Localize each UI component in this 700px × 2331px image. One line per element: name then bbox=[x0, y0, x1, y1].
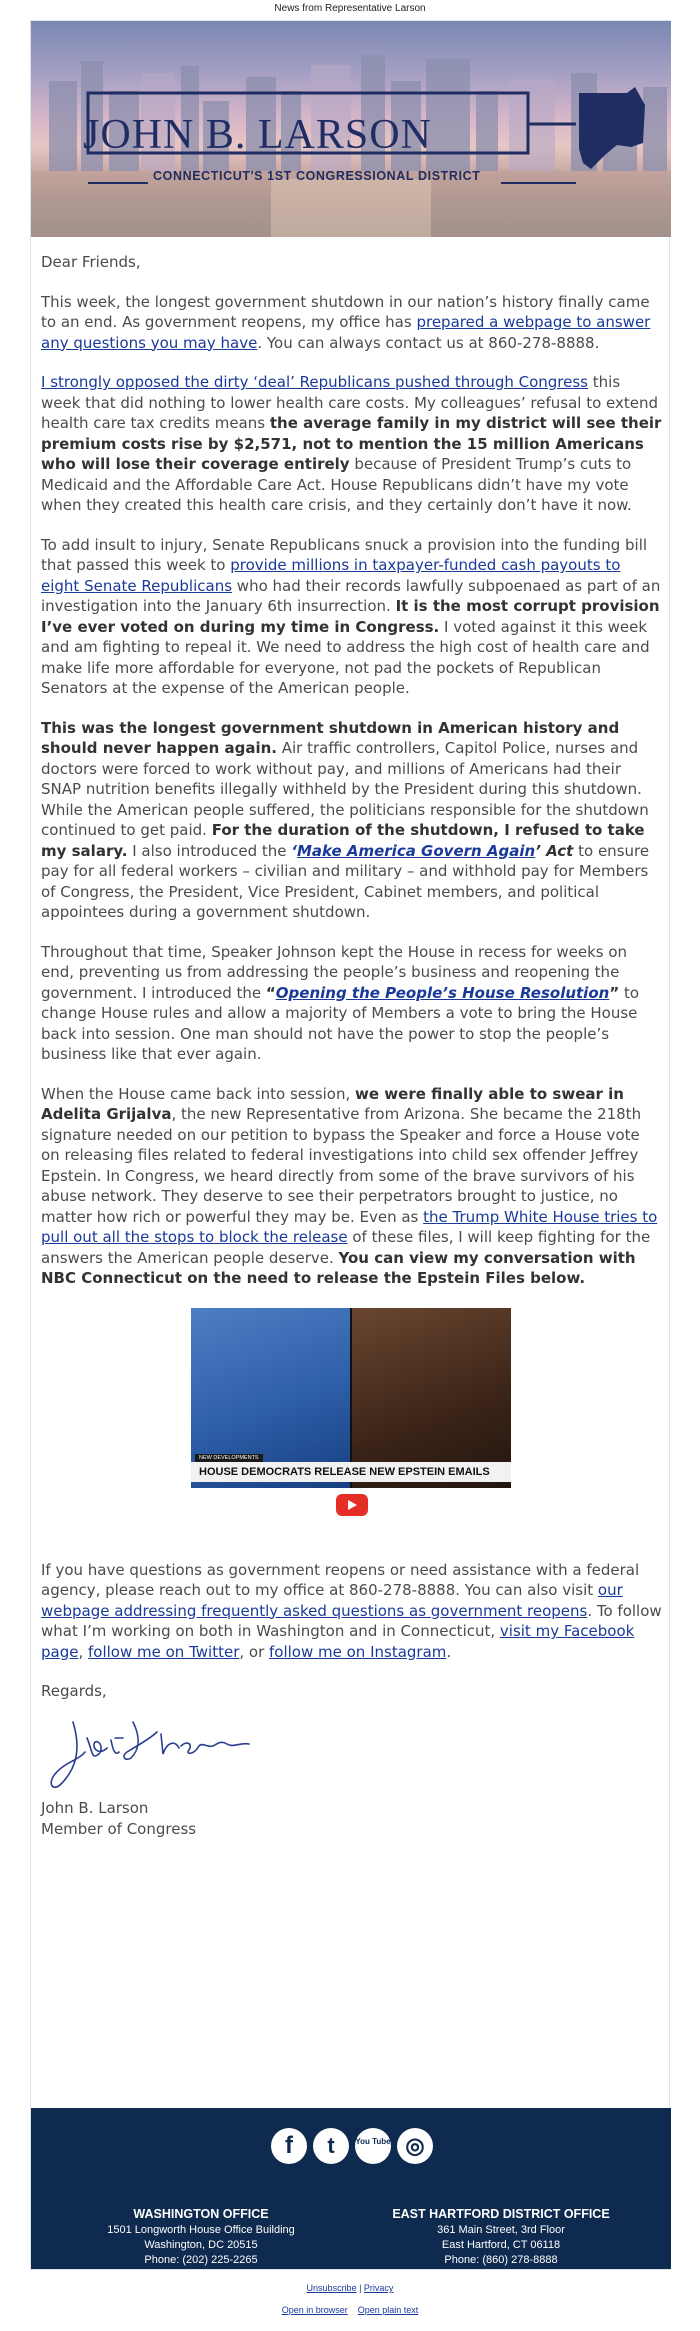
reopening-webpage-link[interactable]: prepared a webpage to answer any questions you may have bbox=[41, 313, 651, 352]
quote-mark: ‘ bbox=[291, 841, 297, 860]
closing-name: John B. Larson bbox=[41, 1798, 149, 1817]
header-banner bbox=[31, 21, 671, 237]
make-america-govern-again-link[interactable]: Make America Govern Again bbox=[296, 841, 536, 860]
paragraph-5 bbox=[41, 942, 663, 1065]
instagram-link[interactable]: follow me on Instagram bbox=[269, 1642, 447, 1661]
text: I also introduced the bbox=[127, 841, 292, 860]
video-thumbnail[interactable] bbox=[191, 1308, 511, 1488]
bold-text: we were finally able to swear in Adelita Grijalva bbox=[41, 1084, 624, 1123]
signature bbox=[41, 1708, 663, 1794]
paragraph-2 bbox=[41, 372, 663, 516]
video-right-frame bbox=[352, 1308, 511, 1488]
letter-body bbox=[41, 252, 663, 1840]
facebook-icon[interactable] bbox=[271, 2128, 307, 2164]
open-in-browser-link[interactable]: Open in browser bbox=[281, 2305, 348, 2315]
banner-subtitle: CONNECTICUT'S 1ST CONGRESSIONAL DISTRICT bbox=[153, 169, 481, 183]
twitter-icon[interactable] bbox=[313, 2128, 349, 2164]
office-heading: WASHINGTON OFFICE bbox=[133, 2207, 269, 2221]
bold-text: It is the most corrupt provision I’ve ever voted on during my time in Congress. bbox=[41, 597, 660, 636]
office-address-line: East Hartford, CT 06118 bbox=[441, 2239, 561, 2251]
bold-text: the average family in my district will see their premium costs rise by $2,571, not to mention the 15 million Americans who will lose their coverage entirely bbox=[41, 414, 662, 473]
text: To add insult to injury, Senate Republicans snuck a provision into the funding bill that passed this week to bbox=[41, 535, 648, 574]
text: Throughout that time, Speaker Johnson kept the House in recess for weeks on end, preventing us from addressing the people’s business and reopening the government. I introduced the bbox=[41, 942, 628, 1002]
quote-mark: “ bbox=[265, 983, 276, 1002]
closing-title: Member of Congress bbox=[41, 1819, 197, 1838]
instagram-glyph: ◎ bbox=[405, 2133, 425, 2158]
text: to ensure pay for all federal workers – civilian and military – and withhold pay for Members of Congress, the President, Vice President, Cabinet members, and political appointees during a government shutdown. bbox=[41, 841, 650, 921]
text: . To follow what I’m working on both in Washington and in Connecticut, bbox=[41, 1601, 662, 1640]
white-house-block-link[interactable]: the Trump White House tries to pull out all the stops to block the release bbox=[41, 1207, 658, 1246]
text: When the House came back into session, bbox=[41, 1084, 356, 1103]
banner-title: JOHN B. LARSON bbox=[83, 112, 432, 158]
privacy-link[interactable]: Privacy bbox=[363, 2283, 394, 2293]
paragraph-1 bbox=[41, 292, 663, 354]
bold-text: You can view my conversation with NBC Connecticut on the need to release the Epstein Files below. bbox=[41, 1248, 636, 1287]
open-links-row bbox=[0, 2305, 700, 2315]
video-tag: NEW DEVELOPMENTS bbox=[195, 1454, 263, 1462]
east-hartford-office bbox=[351, 2206, 651, 2268]
greeting: Dear Friends, bbox=[41, 253, 141, 271]
office-address-line: 1501 Longworth House Office Building bbox=[107, 2224, 295, 2236]
twitter-link[interactable]: follow me on Twitter bbox=[88, 1642, 240, 1661]
twitter-glyph: t bbox=[327, 2133, 335, 2158]
text: . bbox=[446, 1642, 452, 1661]
unsubscribe-privacy-row bbox=[0, 2283, 700, 2293]
office-address-line: Washington, DC 20515 bbox=[144, 2239, 258, 2251]
quote-mark: ’ Act bbox=[535, 841, 574, 860]
unsubscribe-link[interactable]: Unsubscribe bbox=[306, 2283, 357, 2293]
video-caption: HOUSE DEMOCRATS RELEASE NEW EPSTEIN EMAILS bbox=[199, 1465, 490, 1478]
washington-office bbox=[51, 2206, 351, 2268]
preheader: News from Representative Larson bbox=[274, 3, 426, 14]
separator: | bbox=[356, 2283, 364, 2293]
opening-peoples-house-link[interactable]: Opening the People’s House Resolution bbox=[275, 983, 610, 1002]
text: this week that did nothing to lower health care costs. My colleagues’ refusal to extend health care tax credits means bbox=[41, 373, 658, 432]
open-plain-text-link[interactable]: Open plain text bbox=[357, 2305, 419, 2315]
facebook-link[interactable]: visit my Facebook page bbox=[41, 1622, 635, 1661]
text: to change House rules and allow a majority of Members a vote to bring the House back into session. One man should not have the power to stop the people’s business like that ever again. bbox=[41, 983, 639, 1063]
text: of these files, I will keep fighting for the answers the American people deserve. bbox=[41, 1228, 651, 1267]
office-phone: Phone: (202) 225-2265 bbox=[144, 2254, 258, 2266]
text: If you have questions as government reopens or need assistance with a federal agency, please reach out to my office at 860-278-8888. You can also visit bbox=[41, 1560, 640, 1599]
youtube-glyph: You Tube bbox=[355, 2137, 391, 2146]
bold-text: For the duration of the shutdown, I refused to take my salary. bbox=[41, 821, 645, 860]
facebook-glyph: f bbox=[285, 2132, 293, 2159]
youtube-icon[interactable] bbox=[355, 2128, 391, 2164]
faq-webpage-link[interactable]: our webpage addressing frequently asked questions as government reopens bbox=[41, 1581, 623, 1620]
text: who had their records lawfully subpoenaed as part of an investigation into the January 6th insurrection. bbox=[41, 576, 661, 615]
bold-text: This was the longest government shutdown in American history and should never happen again. bbox=[41, 718, 620, 757]
text: because of President Trump’s cuts to Medicaid and the Affordable Care Act. House Republicans didn’t have my vote when they created this health care crisis, and they certainly don’t have it now. bbox=[41, 455, 632, 514]
regards: Regards, bbox=[41, 1682, 107, 1700]
email-card bbox=[30, 20, 670, 2270]
office-address-line: 361 Main Street, 3rd Floor bbox=[437, 2224, 565, 2236]
taxpayer-payouts-link[interactable]: provide millions in taxpayer-funded cash payouts to eight Senate Republicans bbox=[41, 556, 621, 595]
office-heading: EAST HARTFORD DISTRICT OFFICE bbox=[392, 2207, 610, 2221]
paragraph-3 bbox=[41, 535, 663, 699]
paragraph-4 bbox=[41, 718, 663, 923]
footer bbox=[31, 2108, 671, 2269]
text: , bbox=[78, 1642, 89, 1661]
handwritten-signature bbox=[41, 1708, 281, 1794]
text: , or bbox=[239, 1642, 270, 1661]
opposed-deal-link[interactable]: I strongly opposed the dirty ‘deal’ Republicans pushed through Congress bbox=[41, 373, 588, 391]
text: . You can always contact us at 860-278-8888. bbox=[257, 333, 600, 352]
paragraph-6 bbox=[41, 1084, 663, 1289]
paragraph-7 bbox=[41, 1560, 663, 1663]
office-phone: Phone: (860) 278-8888 bbox=[444, 2254, 558, 2266]
text: Air traffic controllers, Capitol Police, nurses and doctors were forced to work without pay, and millions of Americans had their SNAP nutrition benefits illegally withheld by the President during this shutdown. While the American people suffered, the politicians responsible for the shutdown continued to get paid. bbox=[41, 739, 649, 839]
text: , the new Representative from Arizona. She became the 218th signature needed on our petition to bypass the Speaker and force a House vote on releasing files related to federal investigations into child sex offender Jeffrey Epstein. In Congress, we heard directly from some of the brave survivors of his abuse network. They deserve to see their perpetrators brought to justice, no matter how rich or powerful they may be. Even as bbox=[41, 1105, 642, 1226]
text: This week, the longest government shutdown in our nation’s history finally came to an end. As government reopens, my office has bbox=[41, 292, 650, 331]
video-embed bbox=[31, 1308, 671, 1540]
quote-mark: ” bbox=[609, 983, 620, 1002]
text: I voted against it this week and am fighting to repeal it. We need to address the high cost of health care and make life more affordable for everyone, not pad the pockets of Republican Senators at the expense of the American people. bbox=[41, 617, 650, 697]
play-icon bbox=[348, 1500, 357, 1510]
youtube-play-icon[interactable] bbox=[336, 1494, 368, 1516]
instagram-icon[interactable] bbox=[397, 2128, 433, 2164]
